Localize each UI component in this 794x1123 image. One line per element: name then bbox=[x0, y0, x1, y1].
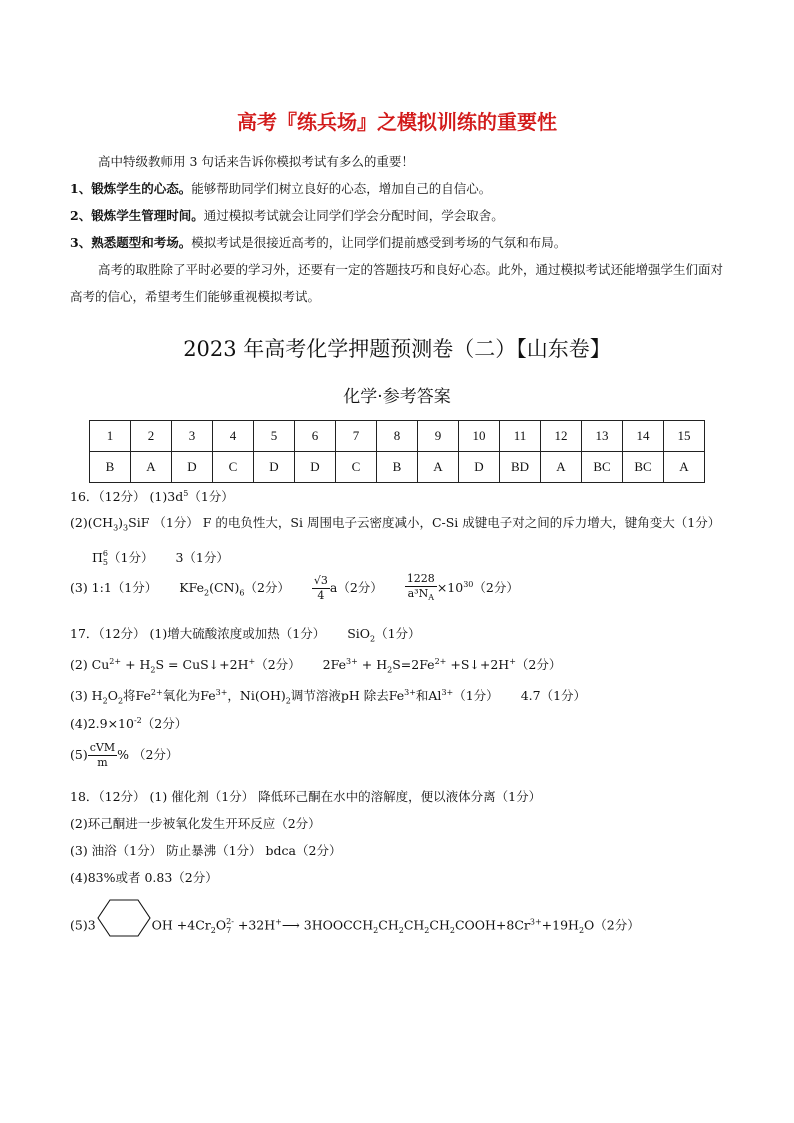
superscript: 2+ bbox=[150, 687, 163, 697]
text: + H bbox=[121, 657, 151, 672]
answer-table-answer-row bbox=[90, 452, 705, 483]
text: CH bbox=[403, 917, 425, 933]
text: S = CuS↓+2H bbox=[155, 657, 249, 672]
subscript: 2 bbox=[370, 634, 376, 644]
subscript: 2 bbox=[424, 926, 430, 935]
subscript: 2 bbox=[373, 926, 379, 935]
exam-title: 2023 年高考化学押题预测卷（二）【山东卷】 bbox=[183, 337, 611, 361]
text: +S↓+2H bbox=[446, 657, 510, 672]
pi-bond-symbol bbox=[92, 550, 108, 565]
q18-line-3: (3) 油浴（1分） 防止暴沸（1分） bdca（2分） bbox=[70, 843, 342, 858]
text: COOH+8Cr bbox=[454, 917, 530, 933]
text: O bbox=[107, 688, 118, 703]
superscript: 2+ bbox=[434, 656, 447, 666]
point-heading: 熟悉题型和考场。 bbox=[91, 235, 192, 250]
point-text: 能够帮助同学们树立良好的心态，增加自己的自信心。 bbox=[191, 181, 492, 196]
numerator: √3 bbox=[313, 574, 328, 588]
text: 氧化为Fe bbox=[162, 688, 216, 703]
pi-letter: Π bbox=[92, 549, 103, 565]
score: （2分） bbox=[515, 657, 562, 672]
subscript: 2 bbox=[203, 588, 210, 598]
point-text: 模拟考试是很接近高考的，让同学们提前感受到考场的气氛和布局。 bbox=[191, 235, 567, 250]
answer-cell: C bbox=[336, 452, 377, 483]
intro-closing: 高考的取胜除了平时必要的学习外，还要有一定的答题技巧和良好心态。此外，通过模拟考试还能增强学生们面对高考的信心，希望考生们能够重视模拟考试。 bbox=[70, 262, 724, 304]
intro-point-2 bbox=[70, 202, 730, 229]
subscript: 2 bbox=[285, 696, 291, 706]
intro-section bbox=[70, 148, 730, 310]
answer-cell: D bbox=[172, 452, 213, 483]
question-number: 1 bbox=[90, 421, 131, 452]
subscript: 6 bbox=[239, 588, 245, 598]
answer-table-number-row bbox=[90, 421, 705, 452]
answer-cell: B bbox=[377, 452, 418, 483]
superscript: + bbox=[275, 917, 282, 927]
text: (2)(CH bbox=[70, 515, 114, 530]
text: 将Fe bbox=[123, 688, 151, 703]
question-number: 4 bbox=[213, 421, 254, 452]
text: ，Ni(OH) bbox=[227, 688, 286, 703]
subscript: 2 bbox=[210, 926, 216, 935]
point-number: 1、 bbox=[70, 181, 92, 196]
text: 2Fe bbox=[322, 657, 346, 672]
intro-lead: 高中特级教师用 3 句话来告诉你模拟考试有多么的重要！ bbox=[98, 154, 414, 169]
answer-cell: A bbox=[131, 452, 172, 483]
denominator: m bbox=[97, 756, 108, 769]
question-number: 14 bbox=[623, 421, 664, 452]
text: 17．（12分） (1)增大硫酸浓度或加热（1分） bbox=[70, 626, 326, 641]
answer-subtitle: 化学·参考答案 bbox=[343, 387, 451, 407]
text: ×10 bbox=[436, 580, 464, 596]
text: (5) bbox=[70, 747, 88, 762]
q18-line-1: 18．（12分） (1) 催化剂（1分） 降低环己酮在水中的溶解度，便以液体分离（1分） bbox=[70, 789, 542, 804]
subscript: 5 bbox=[102, 558, 108, 567]
q17-line-3 bbox=[70, 686, 586, 706]
cyclohexane-ring-icon bbox=[96, 898, 152, 954]
score: （1分） bbox=[453, 688, 499, 703]
subscript: 2 bbox=[578, 926, 585, 935]
text: CH bbox=[378, 917, 399, 933]
score: % （2分） bbox=[117, 747, 179, 762]
q17-line-2 bbox=[70, 655, 561, 675]
score: （2分） bbox=[244, 580, 290, 596]
question-number: 11 bbox=[500, 421, 541, 452]
question-number: 12 bbox=[541, 421, 582, 452]
answer-cell: BC bbox=[582, 452, 623, 483]
question-number: 10 bbox=[459, 421, 500, 452]
text: a bbox=[329, 580, 338, 596]
answer-cell: D bbox=[254, 452, 295, 483]
score: （2分） bbox=[337, 580, 383, 596]
page-title: 高考『练兵场』之模拟训练的重要性 bbox=[237, 110, 557, 134]
q16-header: 16．（12分） bbox=[70, 489, 146, 504]
formula: KFe bbox=[179, 580, 204, 596]
q17-line-4 bbox=[70, 714, 187, 732]
point-text: 通过模拟考试就会让同学们学会分配时间，学会取舍。 bbox=[203, 208, 504, 223]
superscript: 3+ bbox=[529, 917, 542, 927]
superscript: 2+ bbox=[109, 656, 122, 666]
text: (3) H bbox=[70, 688, 103, 703]
question-number: 13 bbox=[582, 421, 623, 452]
subscript: 3 bbox=[123, 523, 129, 533]
answer-cell: A bbox=[418, 452, 459, 483]
text: (3) 1:1（1分） bbox=[70, 580, 158, 596]
text: +32H bbox=[233, 917, 276, 933]
subscript: 2 bbox=[387, 665, 393, 675]
question-number: 3 bbox=[172, 421, 213, 452]
score: （2分） bbox=[141, 716, 188, 731]
superscript: 6 bbox=[102, 549, 108, 558]
score: （2分） bbox=[473, 580, 519, 596]
answer-cell: D bbox=[459, 452, 500, 483]
fraction bbox=[405, 572, 437, 605]
superscript: 3+ bbox=[215, 687, 228, 697]
superscript: -2 bbox=[133, 715, 142, 725]
question-number: 2 bbox=[131, 421, 172, 452]
numerator: 1228 bbox=[406, 572, 435, 585]
superscript: 3+ bbox=[404, 687, 416, 697]
question-number: 15 bbox=[664, 421, 705, 452]
q16-part-2 bbox=[70, 508, 724, 572]
fraction bbox=[312, 574, 330, 603]
score: （1分） bbox=[188, 489, 234, 504]
numerator: cVM bbox=[89, 741, 116, 754]
question-number: 7 bbox=[336, 421, 377, 452]
superscript: 30 bbox=[463, 579, 474, 589]
text: a³N bbox=[407, 587, 429, 600]
score: （1分） bbox=[108, 549, 154, 565]
score: O（2分） bbox=[584, 917, 640, 933]
superscript: + bbox=[509, 656, 516, 666]
q18-line-5 bbox=[70, 898, 640, 954]
formula: SiO bbox=[347, 626, 371, 641]
formula: (CN) bbox=[209, 580, 240, 596]
answer-cell: A bbox=[664, 452, 705, 483]
subscript: 2 bbox=[117, 696, 124, 706]
point-heading: 锻炼学生管理时间。 bbox=[91, 208, 204, 223]
superscript: + bbox=[248, 656, 256, 666]
subscript: 2 bbox=[150, 665, 156, 675]
subscript: 2 bbox=[102, 696, 108, 706]
intro-point-3 bbox=[70, 229, 730, 256]
answer-cell: A bbox=[541, 452, 582, 483]
intro-point-1 bbox=[70, 175, 730, 202]
answer-cell: BD bbox=[500, 452, 541, 483]
subscript: 2 bbox=[449, 926, 455, 935]
subscript: A bbox=[428, 593, 434, 603]
superscript: 3+ bbox=[441, 687, 454, 697]
text: 调节溶液pH 除去Fe bbox=[290, 688, 405, 703]
q16-answer-1: (1)3d bbox=[149, 489, 184, 504]
q17-line-5 bbox=[70, 741, 178, 770]
question-number: 6 bbox=[295, 421, 336, 452]
subscript: 2 bbox=[398, 926, 404, 935]
text: SiF （1分） F 的电负性大，Si 周围电子云密度减小，C-Si 成键电子对之间的斥力增大，键角变大（1分） bbox=[128, 515, 721, 530]
point-heading: 锻炼学生的心态。 bbox=[91, 181, 192, 196]
point-number: 3、 bbox=[70, 235, 92, 250]
point-number: 2、 bbox=[70, 208, 92, 223]
score: （1分） bbox=[375, 626, 421, 641]
text: 3（1分） bbox=[175, 549, 229, 565]
answer-cell: D bbox=[295, 452, 336, 483]
score: （2分） bbox=[255, 657, 301, 672]
question-number: 5 bbox=[254, 421, 295, 452]
denominator: 4 bbox=[317, 589, 325, 603]
q16-line-1 bbox=[70, 487, 234, 505]
text: +19H bbox=[541, 917, 579, 933]
superscript: 2- bbox=[226, 917, 234, 926]
subscript: 3 bbox=[113, 523, 119, 533]
fraction bbox=[88, 741, 117, 770]
text: (5)3 bbox=[70, 917, 96, 933]
question-number: 9 bbox=[418, 421, 459, 452]
text: CH bbox=[429, 917, 450, 933]
text: (2) Cu bbox=[70, 657, 110, 672]
answer-cell: BC bbox=[623, 452, 664, 483]
text: 4.7（1分） bbox=[520, 688, 587, 703]
text: ) bbox=[118, 515, 124, 530]
answer-cell: C bbox=[213, 452, 254, 483]
q17-line-1 bbox=[70, 624, 421, 644]
subscript: 7 bbox=[226, 926, 232, 935]
answer-table bbox=[89, 420, 705, 483]
text: ⟶ 3HOOCCH bbox=[281, 917, 374, 933]
text: OH +4Cr bbox=[151, 917, 211, 933]
q18-line-2: (2)环己酮进一步被氧化发生开环反应（2分） bbox=[70, 816, 321, 831]
answer-cell: B bbox=[90, 452, 131, 483]
text: S=2Fe bbox=[392, 657, 435, 672]
denominator bbox=[405, 587, 437, 605]
text: O bbox=[215, 917, 227, 933]
text: (4)2.9×10 bbox=[70, 716, 134, 731]
q16-part-3 bbox=[70, 572, 519, 605]
superscript: 5 bbox=[183, 488, 189, 498]
text: + H bbox=[357, 657, 388, 672]
question-number: 8 bbox=[377, 421, 418, 452]
text: 和Al bbox=[415, 688, 442, 703]
q18-line-4: (4)83%或者 0.83（2分） bbox=[70, 870, 218, 885]
superscript: 3+ bbox=[345, 656, 358, 666]
